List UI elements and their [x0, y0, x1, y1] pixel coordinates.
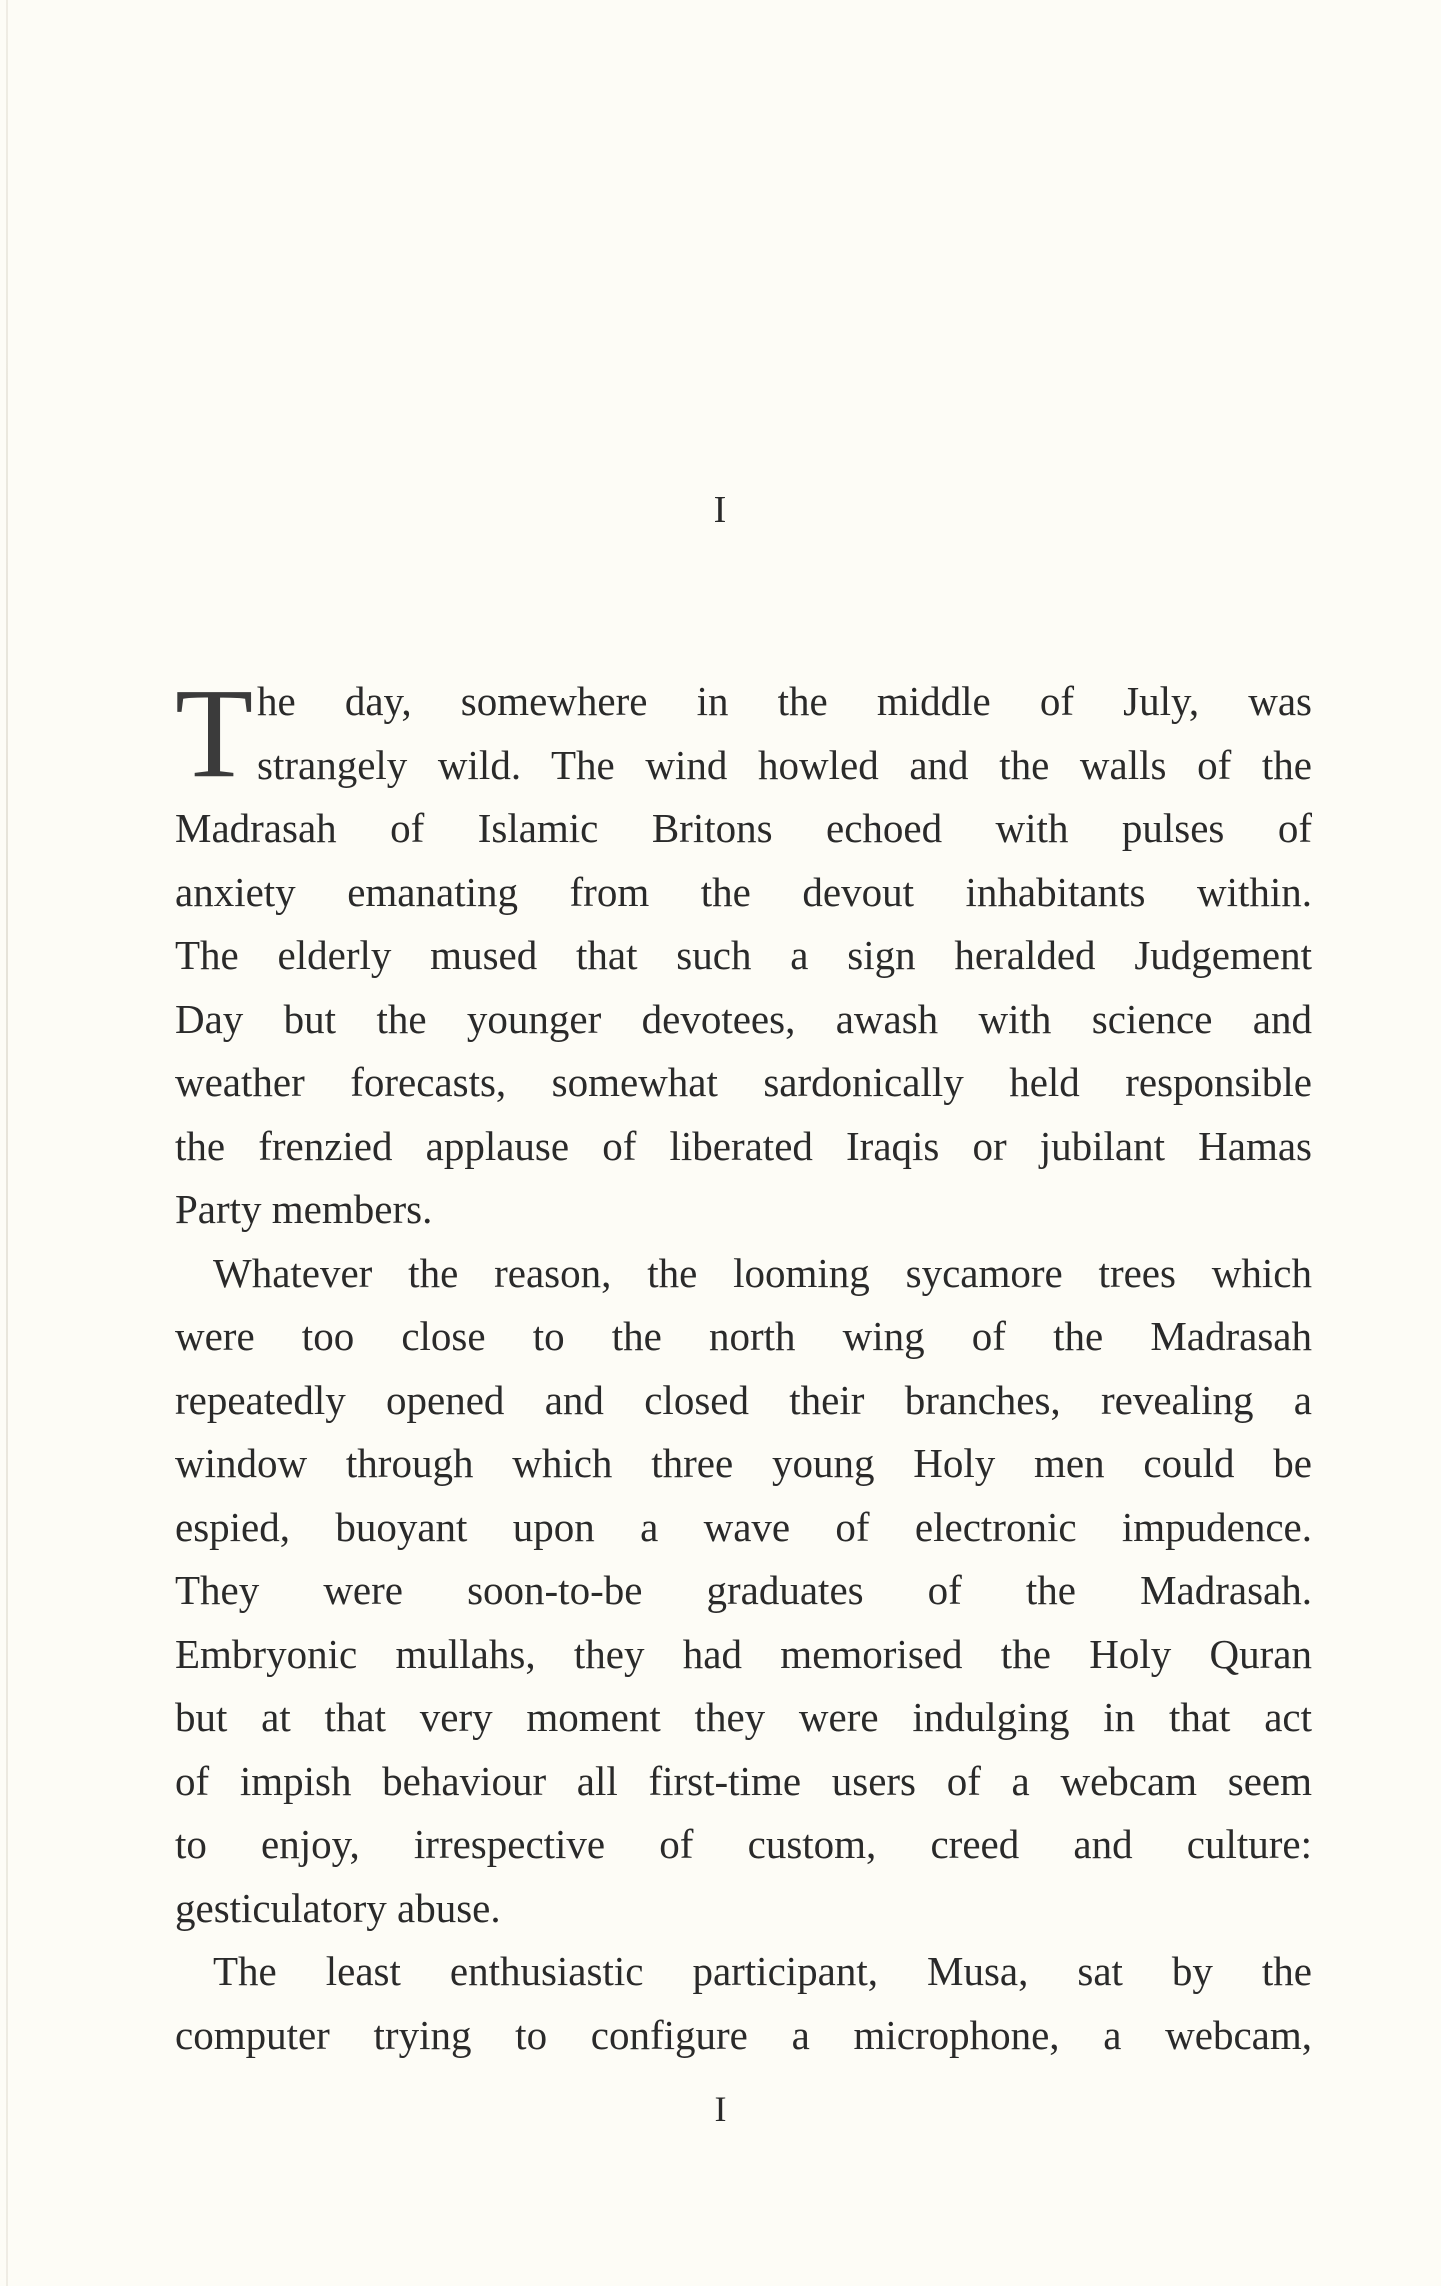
body-text — [175, 662, 1312, 2067]
paragraph-1 — [175, 662, 1312, 1242]
page-number: I — [714, 2089, 727, 2129]
text-line: Whatever the reason, the looming sycamore trees which — [213, 1249, 1312, 1296]
text-line: gesticulatory abuse. — [175, 1884, 501, 1931]
text-line: Party members. — [175, 1186, 433, 1232]
scan-edge-shadow — [6, 0, 8, 2286]
text-line: the frenzied applause of liberated Iraqis or jubilant Hamas — [175, 1122, 1312, 1169]
text-line: The least enthusiastic participant, Musa, sat by the — [213, 1948, 1312, 1994]
text-line: were too close to the north wing of the Madrasah — [175, 1313, 1312, 1359]
text-line: They were soon-to-be graduates of the Madrasah. — [175, 1567, 1312, 1613]
chapter-number: I — [713, 489, 728, 531]
text-line: but at that very moment they were indulging in that act — [175, 1694, 1312, 1740]
paragraph-3 — [175, 1940, 1312, 2067]
text-line: The elderly mused that such a sign heralded Judgement — [175, 932, 1312, 978]
text-line: strangely wild. The wind howled and the walls of the — [257, 741, 1312, 788]
text-line: repeatedly opened and closed their branches, revealing a — [175, 1376, 1312, 1423]
text-line: computer trying to configure a microphone, a webcam, — [175, 2011, 1312, 2058]
text-line: espied, buoyant upon a wave of electronic impudence. — [175, 1503, 1312, 1550]
text-line: Day but the younger devotees, awash with science and — [175, 995, 1312, 1042]
drop-cap: T — [175, 662, 254, 804]
text-line: to enjoy, irrespective of custom, creed and culture: — [175, 1821, 1312, 1867]
text-line: weather forecasts, somewhat sardonically held responsible — [175, 1059, 1312, 1105]
text-line: Madrasah of Islamic Britons echoed with pulses of — [175, 805, 1312, 851]
text-line: of impish behaviour all first-time users of a webcam seem — [175, 1757, 1312, 1804]
paragraph-2 — [175, 1242, 1312, 1941]
text-line: anxiety emanating from the devout inhabitants within. — [175, 868, 1312, 915]
text-line: Embryonic mullahs, they had memorised the Holy Quran — [175, 1630, 1312, 1677]
text-line: window through which three young Holy men could be — [175, 1440, 1312, 1486]
text-line: he day, somewhere in the middle of July, was — [257, 678, 1312, 724]
